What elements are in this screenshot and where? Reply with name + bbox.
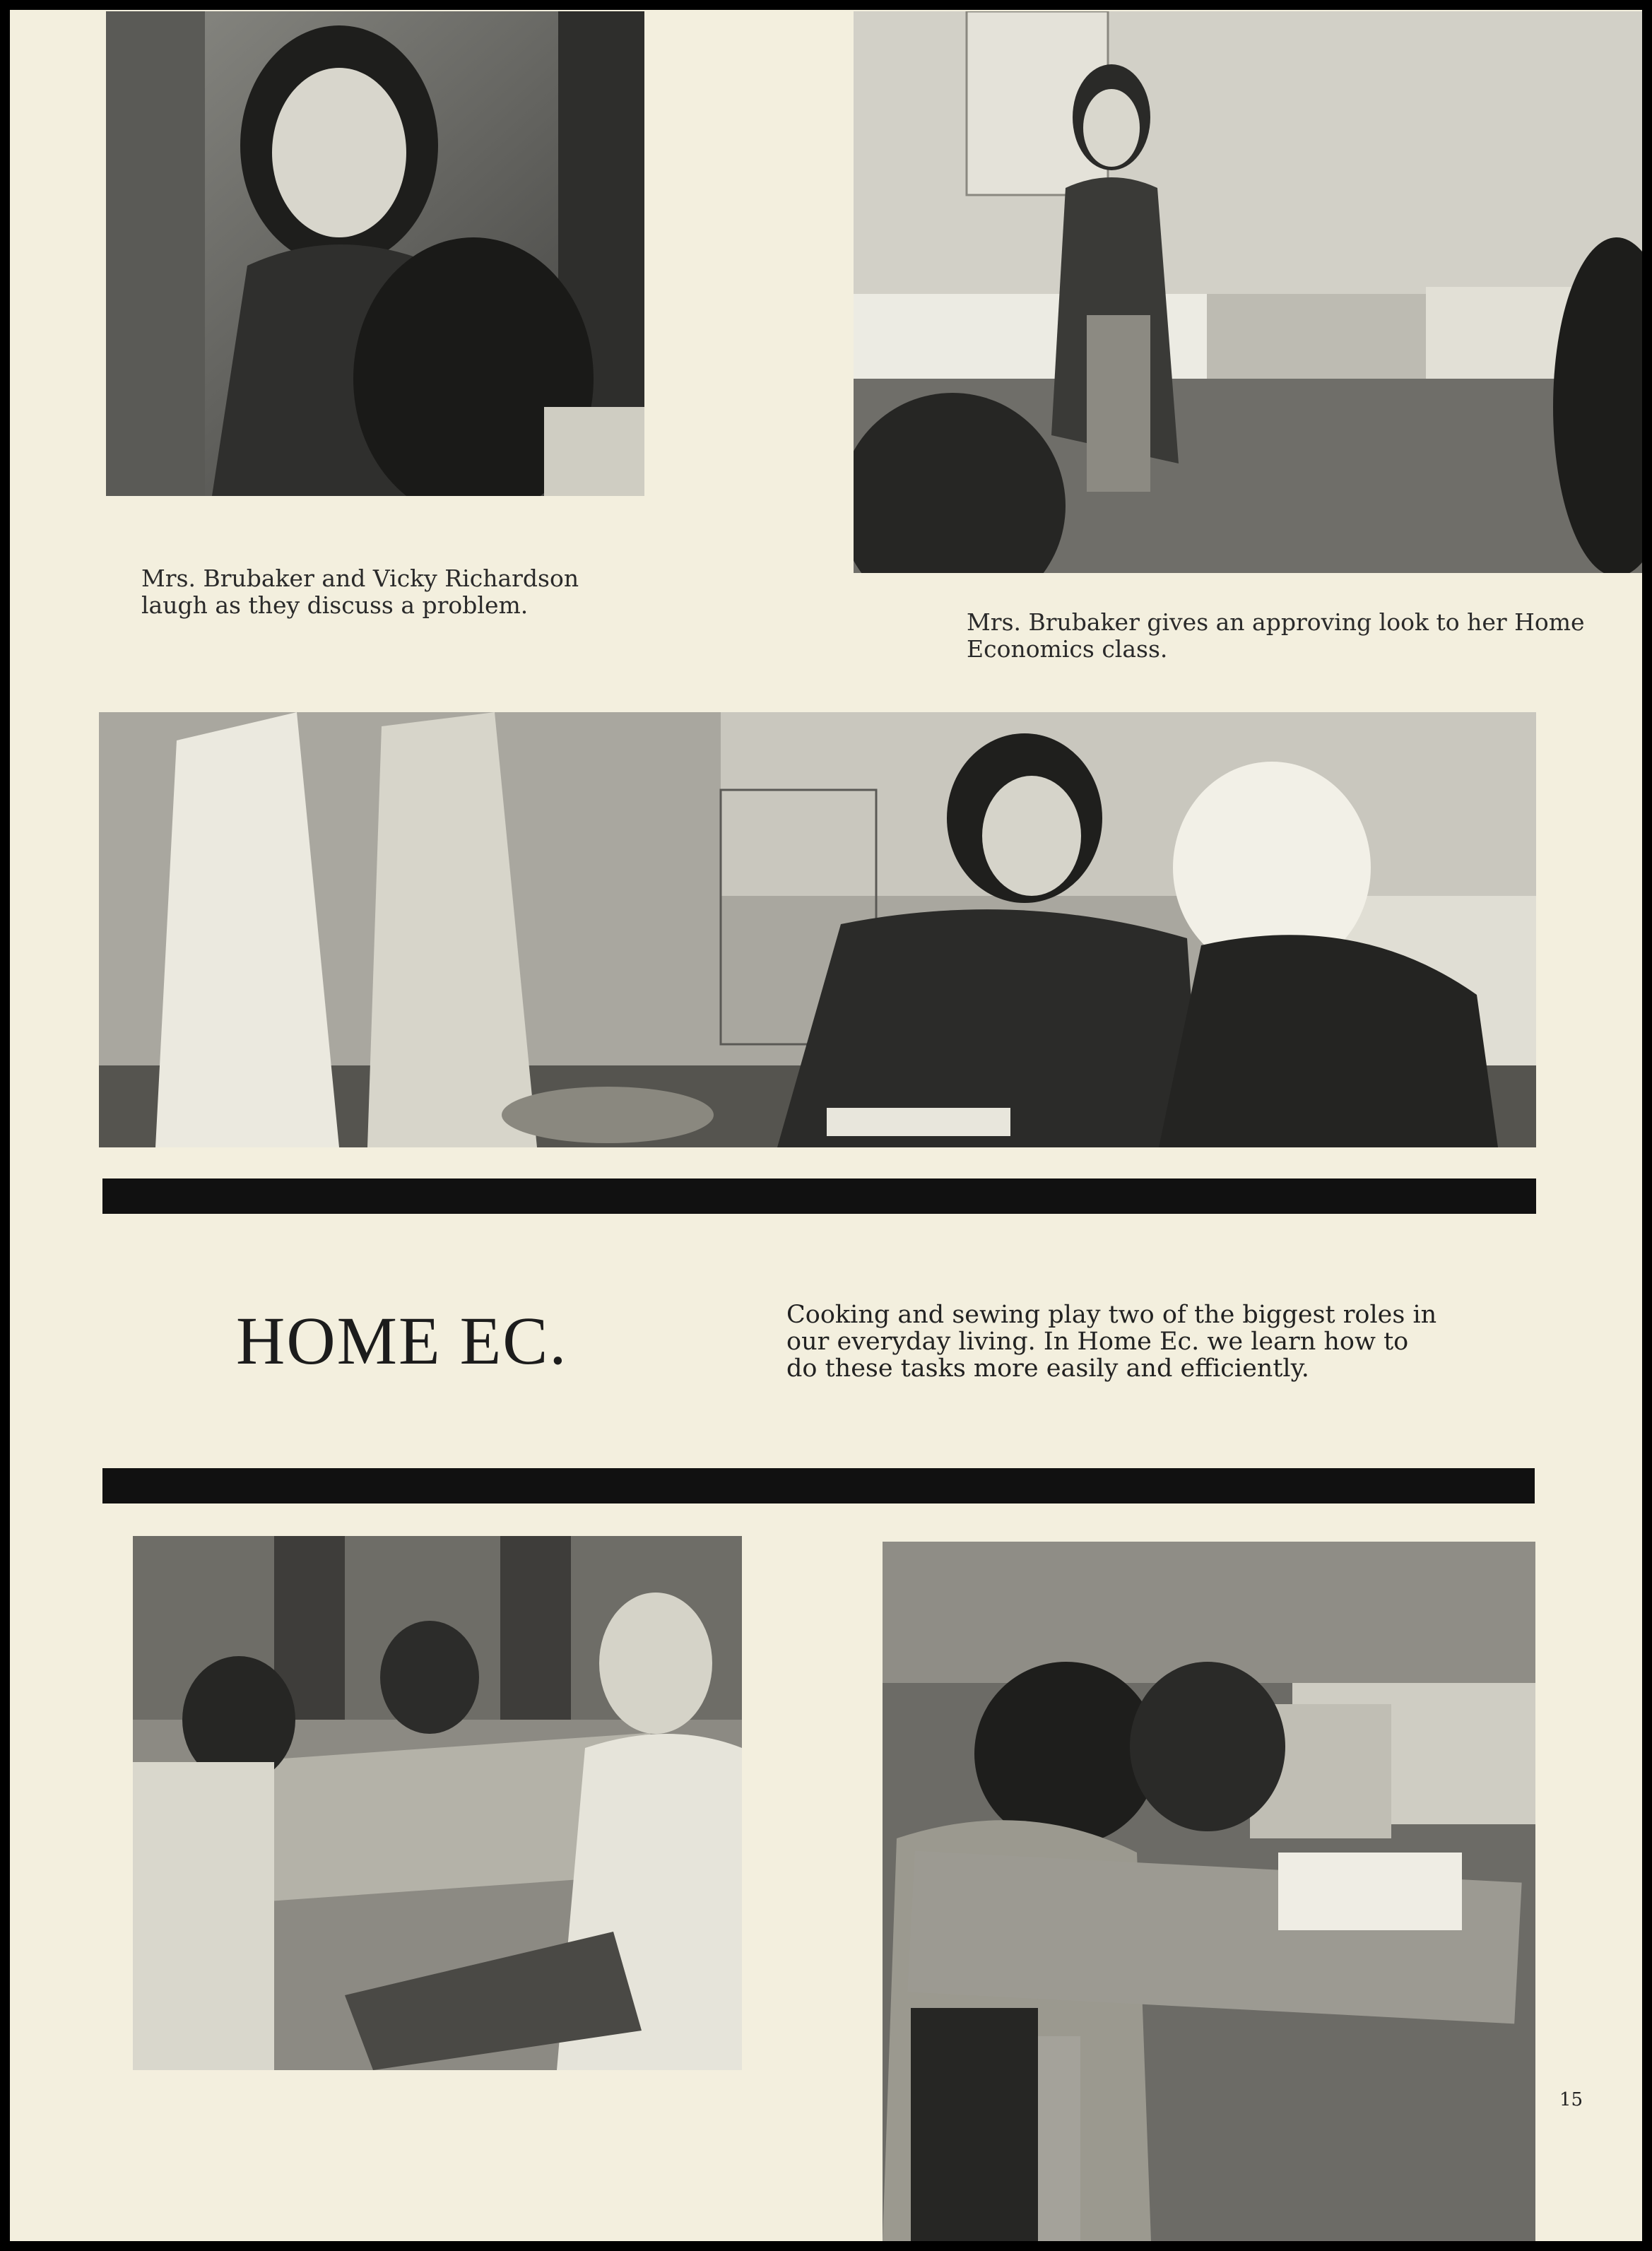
section-title: HOME EC. [236,1303,568,1378]
caption-teacher-in-kitchen: Mrs. Brubaker gives an approving look to her Home Economics class. [967,608,1585,663]
page-number: 15 [1559,2089,1583,2110]
divider-rule-top [102,1178,1536,1214]
section-intro: Cooking and sewing play two of the biggest roles in our everyday living. In Home Ec. we learn how to do these tasks more easily and efficiently. [786,1301,1437,1383]
photo-students-at-table [133,1536,742,2070]
photo-students-sewing [99,712,1536,1147]
caption-teacher-and-student: Mrs. Brubaker and Vicky Richardson laugh as they discuss a problem. [141,565,579,619]
photo-teacher-and-student [106,11,644,496]
photo-teacher-in-kitchen [854,11,1642,573]
divider-rule-bottom [102,1468,1535,1503]
photo-students-with-books [883,1542,1535,2241]
